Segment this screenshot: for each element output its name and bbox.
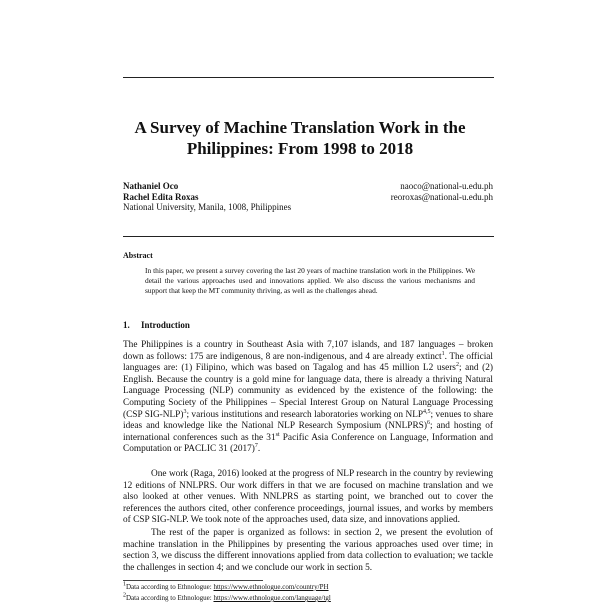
author-email-2[interactable]: reoroxas@national-u.edu.ph <box>390 192 493 202</box>
section-heading <box>123 320 190 330</box>
abstract-text: In this paper, we present a survey covering the last 20 years of machine translation work in the Philippines. We detail the various approaches used and innovations applied. We also discuss the various mechanisms and support that keep the MT community thriving, as well as the challenges ahead. <box>145 266 475 296</box>
paragraph-3: The rest of the paper is organized as follows: in section 2, we present the evolution of machine translation in the Philippines by presenting the various approaches used over time; in section 3, we discuss the different innovations applied from data collection to evaluation; we tackle the challenges in section 4; and we conclude our work in section 5. <box>123 528 493 573</box>
top-rule <box>123 77 494 78</box>
abstract-heading: Abstract <box>123 251 153 260</box>
author-name-1: Nathaniel Oco <box>123 181 179 191</box>
footnote-rule <box>123 580 263 581</box>
footnote-1: $^1$Data according to Ethnologue: https://www.ethnologue.com/country/PH <box>123 581 329 591</box>
abstract-rule <box>123 236 494 237</box>
paragraph-1: The Philippines is a country in Southeast Asia with 7,107 islands, and 187 languages – broken down as follows: 175 are indigenous, 8 are non-indigenous, and 4 are already extinct$^1$. The official languages are: (1) Filipino, which was based on Tagalog and has 45 million L2 users$^2$; and (2) English. Because the country is a gold mine for language data, there is already a thriving Natural Language Processing (NLP) community as evidenced by the existence of the following: the Computing Society of the Philippines – Special Interest Group on Natural Language Processing (CSP SIG-NLP)$^3$; various institutions and research laboratories working on NLP$^{4,5}$; venues to share ideas and knowledge like the National NLP Research Symposium (NNLPRS)$^6$; and hosting of international conferences such as the 31st Pacific Asia Conference on Language, Information and Computation or PACLIC 31 $(2017)^7$. <box>123 340 494 455</box>
footnote-link-1[interactable]: https://www.ethnologue.com/country/PH <box>213 583 329 591</box>
author-name-2: Rachel Edita Roxas <box>123 192 199 202</box>
section-title: Introduction <box>141 320 190 330</box>
paper-title: A Survey of Machine Translation Work in the Philippines: From 1998 to 2018 <box>134 118 466 158</box>
affiliation: National University, Manila, 1008, Philippines <box>123 202 292 212</box>
footnote-link-2[interactable]: https://www.ethnologue.com/language/tgl <box>213 594 331 602</box>
footnote-2: $^2$Data according to Ethnologue: https://www.ethnologue.com/language/tgl <box>123 592 331 602</box>
paragraph-2: One work (Raga, 2016) looked at the progress of NLP research in the country by reviewing 12 editions of NNLPRS. Our work differs in that we are focused on machine translation and we also looked at other venues. With NNLPRS as starting point, we branched out to cover the references the authors cited, other conference proceedings, journal issues, and works by members of CSP SIG-NLP. We took note of the approaches used, data size, and innovations applied. <box>123 469 493 526</box>
section-number: 1. <box>123 320 130 330</box>
author-email-1[interactable]: naoco@national-u.edu.ph <box>400 181 493 191</box>
